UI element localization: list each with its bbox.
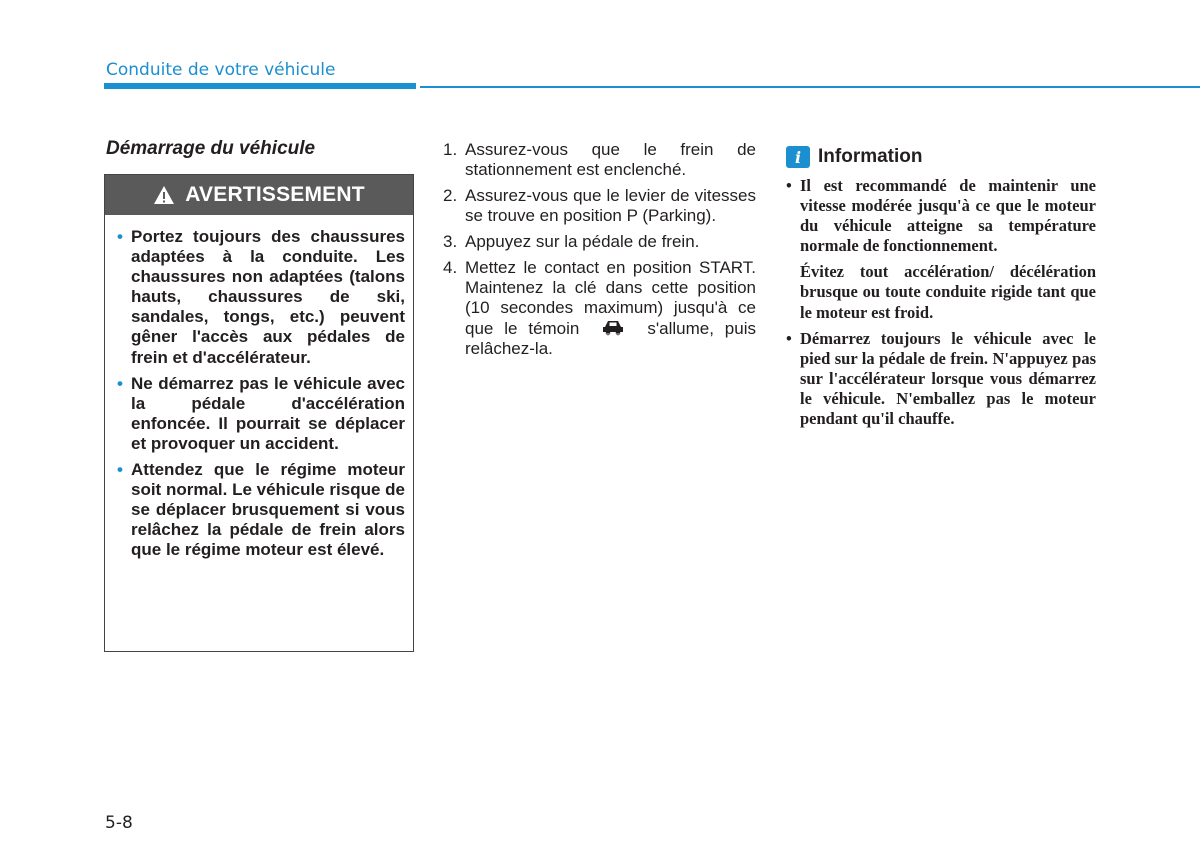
step-text: Assurez-vous que le levier de vitesses se trouve en position P (Parking). [465, 186, 756, 225]
step-number: 4. [443, 258, 458, 277]
information-list [786, 176, 1096, 435]
car-indicator-icon [601, 318, 625, 336]
information-paragraph: • Démarrez toujours le véhicule avec le pied sur la pédale de frein. N'appuyez pas sur l'accélérateur lorsque vous démarrez le véhicule. N'emballez pas le moteur pendant qu'il chauffe. [800, 328, 1096, 429]
step-item [443, 258, 756, 359]
step-text: Assurez-vous que le frein de stationnement est enclenché. [465, 140, 756, 179]
step-text: Appuyez sur la pédale de frein. [465, 232, 700, 251]
header-rule [420, 86, 1200, 88]
warning-box [104, 174, 414, 652]
step-number: 2. [443, 186, 458, 205]
step-number: 1. [443, 140, 458, 159]
section-title: Démarrage du véhicule [106, 138, 316, 159]
step-text: s'allume, puis relâchez-la. [465, 319, 756, 358]
header-accent-bar [104, 83, 416, 89]
warning-item: • Ne démarrez pas le véhicule avec la pédale d'accélération enfoncée. Il pourrait se déplacer et provoquer un accident. [117, 374, 405, 454]
information-item [786, 176, 1096, 323]
step-text: Mettez le contact en position START. Maintenez la clé dans cette position (10 secondes maximum) jusqu'à ce que le témoin [465, 258, 756, 338]
warning-header [105, 175, 413, 215]
start-steps [443, 140, 756, 365]
information-paragraph: Évitez tout accélération/ décélération brusque ou toute conduite rigide tant que le moteur est froid. [800, 262, 1096, 322]
info-icon: i [786, 146, 810, 168]
warning-list [105, 215, 413, 561]
step-item [443, 186, 756, 226]
warning-item: • Attendez que le régime moteur soit normal. Le véhicule risque de se déplacer brusquement si vous relâchez la pédale de frein alors que le régime moteur est élevé. [117, 460, 405, 560]
warning-triangle-icon [153, 185, 175, 205]
information-item [786, 329, 1096, 429]
warning-title: AVERTISSEMENT [185, 183, 365, 206]
information-title: Information [818, 146, 923, 167]
information-paragraph: • Il est recommandé de maintenir une vitesse modérée jusqu'à ce que le moteur du véhicule atteigne sa température normale de fonctionnement. [800, 176, 1096, 256]
page-number: 5-8 [105, 813, 133, 833]
information-header [786, 146, 923, 168]
step-item [443, 140, 756, 180]
step-item [443, 232, 756, 252]
chapter-title: Conduite de votre véhicule [106, 60, 336, 80]
warning-item: • Portez toujours des chaussures adaptées à la conduite. Les chaussures non adaptées (talons hauts, chaussures de ski, sandales, tongs, etc.) peuvent gêner l'accès aux pédales de frein et d'accélérateur. [117, 227, 405, 368]
step-number: 3. [443, 232, 458, 251]
